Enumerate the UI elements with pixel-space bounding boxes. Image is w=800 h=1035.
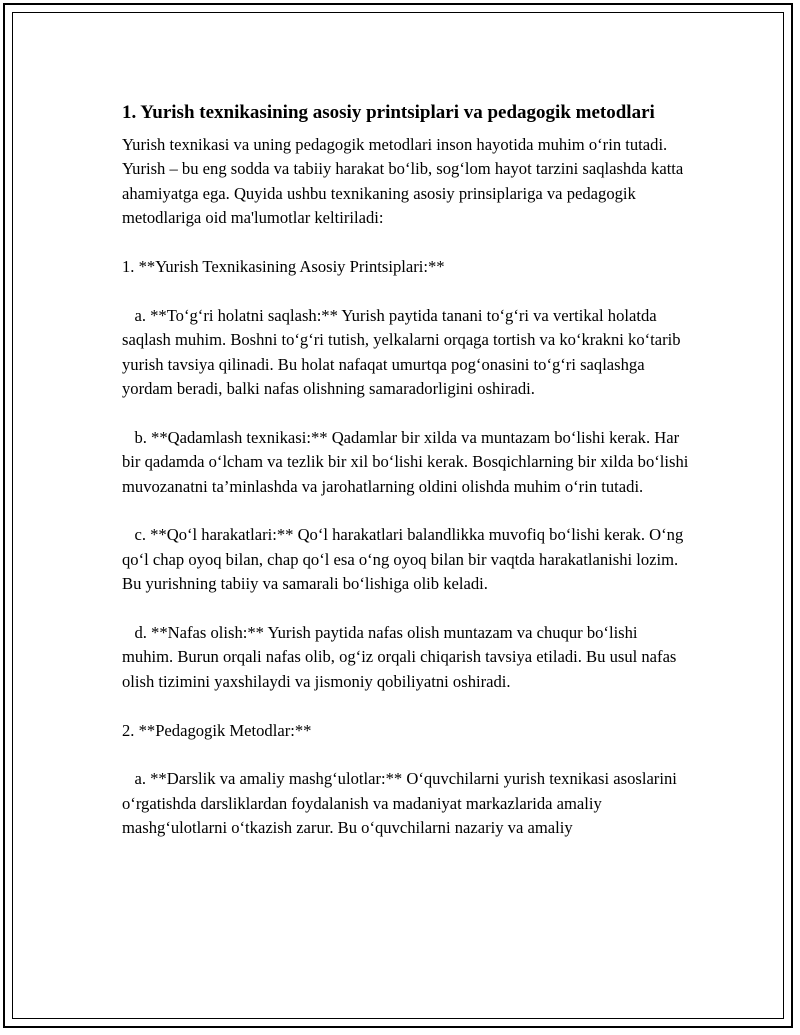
paragraph-textbook-practice: a. **Darslik va amaliy mashg‘ulotlar:** O‘quvchilarni yurish texnikasi asoslarini o‘rgatishda darsliklardan foydalanish va madaniyat markazlarida amaliy mashg‘ulotlarni o‘tkazish zarur. Bu o‘quvchilarni nazariy va amaliy <box>122 769 682 838</box>
document-content <box>122 99 692 841</box>
paragraph-breathing: d. **Nafas olish:** Yurish paytida nafas olish muntazam va chuqur bo‘lishi muhim. Burun orqali nafas olib, og‘iz orqali chiqarish tavsiya etiladi. Bu usul nafas olish tizimini yaxshilaydi va jismoniy qobiliyatni oshiradi. <box>122 623 681 691</box>
paragraph-arm-movement: c. **Qo‘l harakatlari:** Qo‘l harakatlari balandlikka muvofiq bo‘lishi kerak. O‘ng qo‘l chap oyoq bilan, chap qo‘l esa o‘ng oyoq bilan bir vaqtda harakatlanishi lozim. Bu yurishning tabiiy va samarali bo‘lishiga olib keladi. <box>122 525 688 594</box>
section-title: 1. Yurish texnikasining asosiy printsiplari va pedagogik metodlari <box>122 102 655 123</box>
paragraph-posture: a. **To‘g‘ri holatni saqlash:** Yurish paytida tanani to‘g‘ri va vertikal holatda saqlash muhim. Boshni to‘g‘ri tutish, yelkalarni orqaga tortish va ko‘krakni ko‘tarib yurish tavsiya qilinadi. Bu holat nafaqat umurtqa pog‘onasini to‘g‘ri saqlashga yordam beradi, balki nafas olishning samaradorligini oshiradi. <box>122 305 685 399</box>
heading-principles: 1. **Yurish Texnikasining Asosiy Printsiplari:** <box>122 257 445 277</box>
document-page <box>3 3 793 1028</box>
heading-methods: 2. **Pedagogik Metodlar:** <box>122 720 312 740</box>
intro-paragraph: Yurish texnikasi va uning pedagogik metodlari inson hayotida muhim o‘rin tutadi. Yurish – bu eng sodda va tabiiy harakat bo‘lib, sog‘lom hayot tarzini saqlashda katta ahamiyatga ega. Quyida ushbu texnikaning asosiy prinsiplariga va pedagogik metodlariga oid ma'lumotlar keltiriladi: <box>122 135 688 228</box>
paragraph-stepping: b. **Qadamlash texnikasi:** Qadamlar bir xilda va muntazam bo‘lishi kerak. Har bir qadamda o‘lcham va tezlik bir xil bo‘lishi kerak. Bosqichlarning bir xilda bo‘lishi muvozanatni ta’minlashda va jarohatlarning oldini olishda muhim o‘rin tutadi. <box>122 427 693 496</box>
